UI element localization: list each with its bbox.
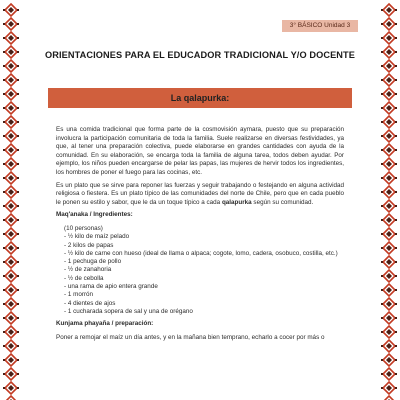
list-item: - 1 morrón [64, 291, 94, 299]
border-motif [3, 158, 19, 170]
border-motif [3, 368, 19, 380]
border-motif [3, 298, 19, 310]
border-motif [381, 368, 397, 380]
qalapurka-bold-word: qalapurka [221, 198, 252, 206]
border-motif [3, 340, 19, 352]
border-motif [381, 60, 397, 72]
preparation-heading: Kunjama phayaña / preparación: [56, 320, 154, 328]
second-paragraph [56, 182, 344, 208]
border-motif [3, 74, 19, 86]
border-motif [381, 186, 397, 198]
ingredients-list [64, 225, 344, 316]
border-motif [381, 326, 397, 338]
list-item: - ½ de cebolla [64, 274, 104, 282]
border-motif [381, 382, 397, 394]
border-motif [3, 354, 19, 366]
border-motif [381, 74, 397, 86]
list-item: (10 personas) [64, 224, 103, 232]
border-motif [381, 200, 397, 212]
border-motif [3, 326, 19, 338]
page-title: ORIENTACIONES PARA EL EDUCADOR TRADICIONAL Y/O DOCENTE [45, 50, 355, 60]
border-motif [381, 144, 397, 156]
border-motif [381, 116, 397, 128]
ingredients-heading: Maq'anaka / Ingredientes: [56, 211, 133, 219]
border-motif [3, 242, 19, 254]
list-item: - 2 kilos de papas [64, 241, 114, 249]
border-motif [381, 312, 397, 324]
list-item: - una rama de apio entera grande [64, 283, 158, 291]
border-motif [3, 200, 19, 212]
border-motif [381, 354, 397, 366]
border-motif [381, 4, 397, 16]
list-item: - ½ de zanahoria [64, 266, 112, 274]
border-motif [3, 172, 19, 184]
border-motif [3, 228, 19, 240]
left-border-pattern [3, 0, 19, 400]
border-motif [381, 46, 397, 58]
border-motif [3, 88, 19, 100]
border-motif [381, 102, 397, 114]
border-motif [381, 256, 397, 268]
border-motif [3, 312, 19, 324]
border-motif [381, 340, 397, 352]
border-motif [381, 270, 397, 282]
border-motif [381, 32, 397, 44]
border-motif [3, 46, 19, 58]
grade-unit-badge: 3° BÁSICO Unidad 3 [282, 20, 358, 32]
list-item: - 1 pechuga de pollo [64, 258, 122, 266]
second-paragraph-text: Es un plato que se sirve para reponer las fuerzas y seguir trabajando o festejando en alguna actividad religiosa o fiestera. Es un plato típico de las comunidades del norte de Chile, pero que en cada pueblo le ponen su estilo y sabor, que le da un toque típico a cada [56, 181, 344, 206]
border-motif [3, 32, 19, 44]
intro-paragraph: Es una comida tradicional que forma parte de la cosmovisión aymara, puesto que su preparación involucra la participación comunitaria de toda la familia. Suele realizarse en diversas festividades, ya que, al tener una preparación colectiva, puede elaborarse en grandes cantidades con ayuda de la comunidad. En su elaboración, se encarga toda la familia de alguna tarea, todos deben ayudar. Por ejemplo, los niños pueden encargarse de pelar las papas, las mujeres de hervir todos los ingredientes, los hombres de poner el fuego para las cocinas, etc. [56, 126, 344, 176]
list-item: - ½ kilo de maíz pelado [64, 233, 130, 241]
second-paragraph-end: según su comunidad. [251, 198, 314, 206]
list-item: - 4 dientes de ajos [64, 299, 116, 307]
border-motif [381, 298, 397, 310]
border-motif [381, 228, 397, 240]
border-motif [3, 382, 19, 394]
list-item: - 1 cucharada sopera de sal y una de orégano [64, 307, 193, 315]
border-motif [381, 284, 397, 296]
border-motif [3, 116, 19, 128]
border-motif [381, 130, 397, 142]
border-motif [3, 214, 19, 226]
right-decorative-border [381, 0, 397, 400]
border-motif [3, 256, 19, 268]
border-motif [381, 172, 397, 184]
border-motif [3, 4, 19, 16]
border-motif [381, 214, 397, 226]
list-item: - ½ kilo de carne con hueso (ideal de llama o alpaca; cogote, lomo, cadera, osobuco, costilla, etc.) [64, 249, 338, 257]
border-motif [381, 18, 397, 30]
border-motif [3, 18, 19, 30]
section-banner [48, 88, 352, 108]
border-motif [381, 88, 397, 100]
border-motif [3, 284, 19, 296]
border-motif [381, 396, 397, 400]
border-motif [3, 60, 19, 72]
border-motif [3, 130, 19, 142]
left-decorative-border [3, 0, 19, 400]
border-motif [3, 144, 19, 156]
border-motif [3, 270, 19, 282]
preparation-paragraph: Poner a remojar el maíz un día antes, y en la mañana bien temprano, echarlo a cocer por más o [56, 333, 325, 341]
border-motif [381, 242, 397, 254]
right-border-pattern [381, 0, 397, 400]
border-motif [3, 396, 19, 400]
border-motif [3, 102, 19, 114]
border-motif [3, 186, 19, 198]
border-motif [381, 158, 397, 170]
section-title: La qalapurka: [170, 93, 230, 103]
document-content [56, 126, 344, 346]
